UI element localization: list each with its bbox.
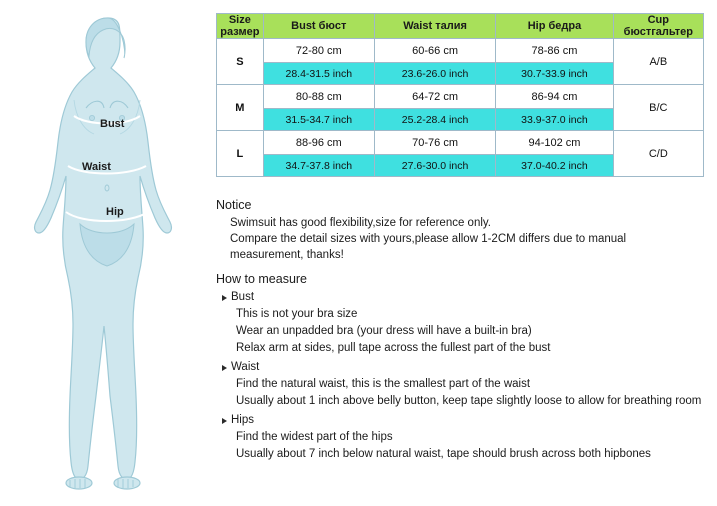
cell-hip-cm-s: 78-86 cm (496, 39, 613, 63)
figure-label-waist: Waist (82, 161, 111, 173)
cell-bust-cm-m: 80-88 cm (263, 85, 374, 109)
notice-line-1: Swimsuit has good flexibility,size for reference only. (230, 217, 491, 229)
size-table (216, 13, 704, 177)
measure-head-waist-label: Waist (231, 361, 260, 373)
cell-waist-inch-s: 23.6-26.0 inch (374, 63, 495, 85)
cell-bust-inch-m: 31.5-34.7 inch (263, 109, 374, 131)
cell-waist-cm-l: 70-76 cm (374, 131, 495, 155)
female-body-diagram-icon (0, 0, 215, 506)
measure-hips-line-2: Usually about 7 inch below natural waist, tape should brush across both hipbones (236, 448, 651, 460)
table-row (217, 39, 704, 63)
cell-size-s: S (217, 39, 264, 85)
measure-head-bust (222, 289, 708, 306)
measure-head-hips (222, 412, 708, 429)
cell-bust-inch-s: 28.4-31.5 inch (263, 63, 374, 85)
column-header-bust: Bust бюcт (263, 14, 374, 39)
cell-waist-cm-m: 64-72 cm (374, 85, 495, 109)
measure-head-hips-label: Hips (231, 414, 255, 426)
notice-title: Notice (216, 198, 252, 212)
size-table-body (217, 39, 704, 177)
column-header-cup: Cup бюстгальтер (613, 14, 703, 39)
column-header-hip: Hip бедра (496, 14, 613, 39)
measure-bust-line-2: Wear an unpadded bra (your dress will have a built-in bra) (236, 325, 532, 337)
cell-waist-cm-s: 60-66 cm (374, 39, 495, 63)
measure-bust-line-3: Relax arm at sides, pull tape across the fullest part of the bust (236, 342, 551, 354)
cell-hip-inch-s: 30.7-33.9 inch (496, 63, 613, 85)
measure-group-hips (216, 412, 708, 463)
body-figure-panel (0, 0, 215, 506)
measure-hips-line-1: Find the widest part of the hips (236, 431, 393, 443)
column-header-waist: Waist талия (374, 14, 495, 39)
cell-cup-l: C/D (613, 131, 703, 177)
triangle-bullet-icon (222, 365, 227, 371)
notice-line-2: Compare the detail sizes with yours,please allow 1-2CM differs due to manual (230, 233, 627, 245)
cell-bust-cm-s: 72-80 cm (263, 39, 374, 63)
cell-hip-inch-l: 37.0-40.2 inch (496, 155, 613, 177)
size-table-header (217, 14, 704, 39)
cell-bust-inch-l: 34.7-37.8 inch (263, 155, 374, 177)
notice-section (216, 198, 708, 465)
measure-waist-line-1: Find the natural waist, this is the smallest part of the waist (236, 378, 531, 390)
notice-line-3: measurement, thanks! (230, 249, 344, 261)
how-to-measure-title: How to measure (216, 272, 308, 286)
table-header-row (217, 14, 704, 39)
figure-label-bust: Bust (100, 118, 125, 130)
cell-hip-inch-m: 33.9-37.0 inch (496, 109, 613, 131)
table-row (217, 85, 704, 109)
column-header-size: Size размер (217, 14, 264, 39)
cell-cup-m: B/C (613, 85, 703, 131)
triangle-bullet-icon (222, 418, 227, 424)
figure-label-hip: Hip (106, 206, 124, 218)
cell-cup-s: A/B (613, 39, 703, 85)
cell-bust-cm-l: 88-96 cm (263, 131, 374, 155)
measure-head-bust-label: Bust (231, 291, 255, 303)
cell-size-m: M (217, 85, 264, 131)
cell-waist-inch-l: 27.6-30.0 inch (374, 155, 495, 177)
cell-hip-cm-l: 94-102 cm (496, 131, 613, 155)
measure-bust-line-1: This is not your bra size (236, 308, 358, 320)
triangle-bullet-icon (222, 295, 227, 301)
cell-hip-cm-m: 86-94 cm (496, 85, 613, 109)
measure-group-waist (216, 359, 708, 410)
measure-group-bust (216, 289, 708, 357)
cell-waist-inch-m: 25.2-28.4 inch (374, 109, 495, 131)
measure-head-waist (222, 359, 708, 376)
cell-size-l: L (217, 131, 264, 177)
table-row (217, 131, 704, 155)
measure-waist-line-2: Usually about 1 inch above belly button, keep tape slightly loose to allow for breathing room (236, 395, 702, 407)
